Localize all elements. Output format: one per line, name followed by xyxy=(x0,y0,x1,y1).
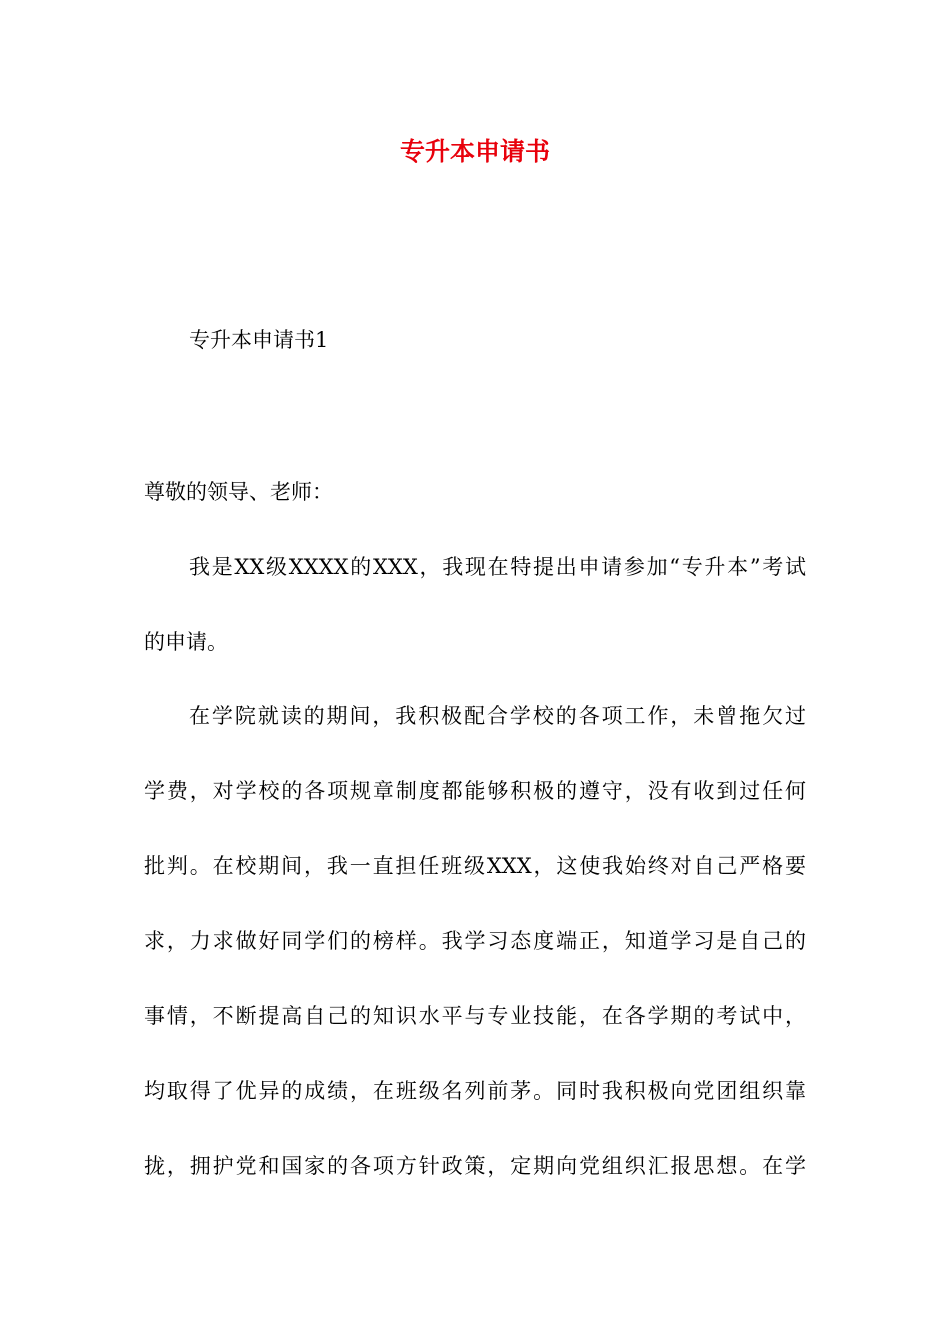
body-line: 求，力求做好同学们的榜样。我学习态度端正，知道学习是自己的 xyxy=(144,929,806,953)
salutation: 尊敬的领导、老师： xyxy=(144,480,333,504)
body-line: 均取得了优异的成绩，在班级名列前茅。同时我积极向党团组织靠 xyxy=(144,1079,806,1103)
body-line: 批判。在校期间，我一直担任班级XXX，这使我始终对自己严格要 xyxy=(144,854,806,878)
body-line: 拢，拥护党和国家的各项方针政策，定期向党组织汇报思想。在学 xyxy=(144,1154,806,1178)
body-line: 学费，对学校的各项规章制度都能够积极的遵守，没有收到过任何 xyxy=(144,779,806,803)
body-line: 我是XX级XXXX的XXX，我现在特提出申请参加“专升本”考试 xyxy=(189,555,806,579)
document-title: 专升本申请书 xyxy=(399,137,550,166)
body-line: 的申请。 xyxy=(144,630,228,654)
section-heading: 专升本申请书1 xyxy=(189,328,329,352)
body-line: 事情，不断提高自己的知识水平与专业技能，在各学期的考试中， xyxy=(144,1004,806,1028)
body-line: 在学院就读的期间，我积极配合学校的各项工作，未曾拖欠过 xyxy=(189,704,806,728)
